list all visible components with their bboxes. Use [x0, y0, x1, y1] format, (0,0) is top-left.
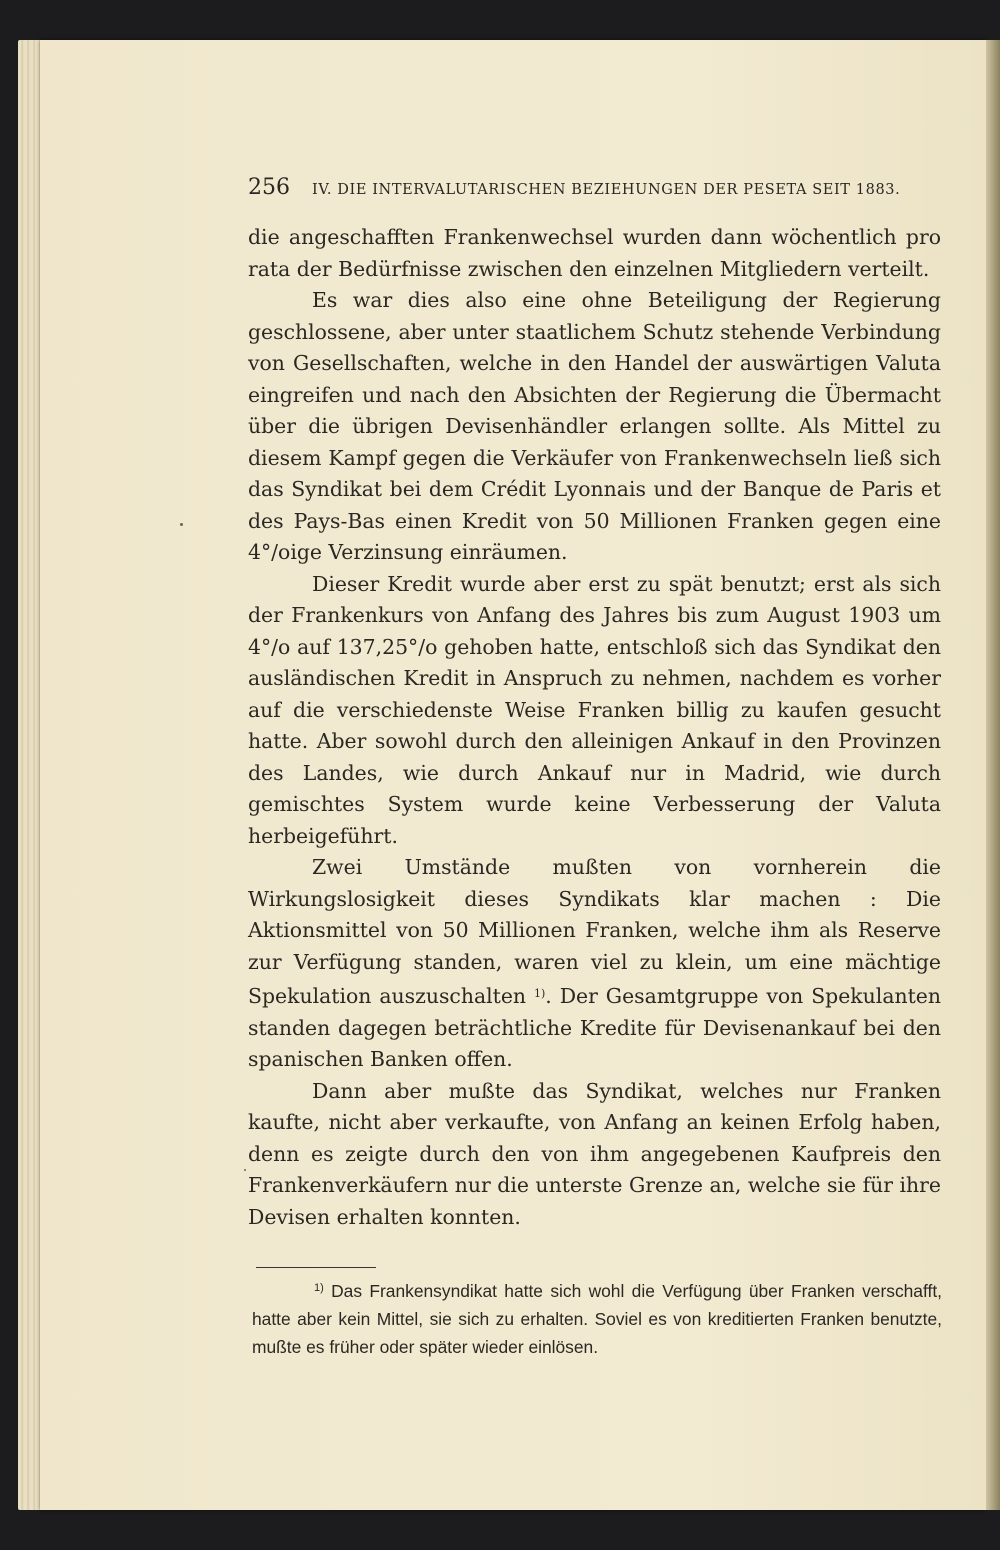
footnote-reference: 1)	[533, 987, 546, 1000]
paragraph-3: Dieser Kredit wurde aber erst zu spät benutzt; erst als sich der Frankenkurs von Anfang des Jahres bis zum August 1903 um 4°/o auf 137,25°/o gehoben hatte, entschloß sich das Syndikat den ausländischen Kredit in Anspruch zu nehmen, nachdem es vorher auf die verschiedenste Weise Franken billig zu kaufen gesucht hatte. Aber sowohl durch den alleinigen Ankauf in den Provinzen des Landes, wie durch Ankauf nur in Madrid, wie durch gemischtes System wurde keine Verbesserung der Valuta herbeigeführt.	[248, 571, 941, 848]
book-spine-edge	[986, 40, 1000, 1510]
paper-speck	[180, 523, 183, 526]
paragraph-5: Dann aber mußte das Syndikat, welches nur Franken kaufte, nicht aber verkaufte, von Anfang an keinen Erfolg haben, denn es zeigte durch den von ihm angegebenen Kaufpreis den Frankenverkäufern nur die unterste Grenze an, welche sie für ihre Devisen erhalten konnten.	[248, 1078, 941, 1229]
footnote-text: Das Frankensyndikat hatte sich wohl die Verfügung über Franken verschafft, hatte aber kein Mittel, sie sich zu erhalten. Soviel es von kreditierten Franken benutzte, mußte es früher oder später wieder einlösen.	[252, 1281, 942, 1357]
body-text	[248, 222, 941, 1233]
running-head: IV. DIE INTERVALUTARISCHEN BEZIEHUNGEN DER PESETA SEIT 1883.	[312, 182, 901, 198]
footnote	[252, 1274, 942, 1361]
paragraph-2: Es war dies also eine ohne Beteiligung der Regierung geschlossene, aber unter staatlichem Schutz stehende Verbindung von Gesellschaften, welche in den Handel der auswärtigen Valuta eingreifen und nach den Absichten der Regierung die Übermacht über die übrigen Devisenhändler erlangen sollte. Als Mittel zu diesem Kampf gegen die Verkäufer von Frankenwechseln ließ sich das Syndikat bei dem Crédit Lyonnais und der Banque de Paris et des Pays-Bas einen Kredit von 50 Millionen Franken gegen eine 4°/oige Verzinsung einräumen.	[248, 288, 941, 564]
paper-speck	[244, 1169, 246, 1171]
footnote-marker: 1)	[314, 1282, 324, 1294]
paragraph-4-continuation: . Der Gesamtgruppe von Spekulanten standen dagegen beträchtliche Kredite für Devisenankauf bei den spanischen Banken offen.	[248, 984, 941, 1071]
footnote-divider	[256, 1267, 376, 1268]
page-number: 256	[248, 175, 290, 200]
paragraph-4	[248, 852, 941, 1076]
paragraph-4-text: Zwei Umstände mußten von vornherein die Wirkungslosigkeit dieses Syndikats klar machen : Die Aktionsmittel von 50 Millionen Franken, welche ihm als Reserve zur Verfügung standen, waren viel zu klein, um eine mächtige Spekulation auszuschalten	[248, 855, 941, 1008]
page-header	[248, 175, 948, 200]
paragraph-1: die angeschafften Frankenwechsel wurden dann wöchentlich pro rata der Bedürfnisse zwischen den einzelnen Mitgliedern verteilt.	[248, 225, 941, 281]
